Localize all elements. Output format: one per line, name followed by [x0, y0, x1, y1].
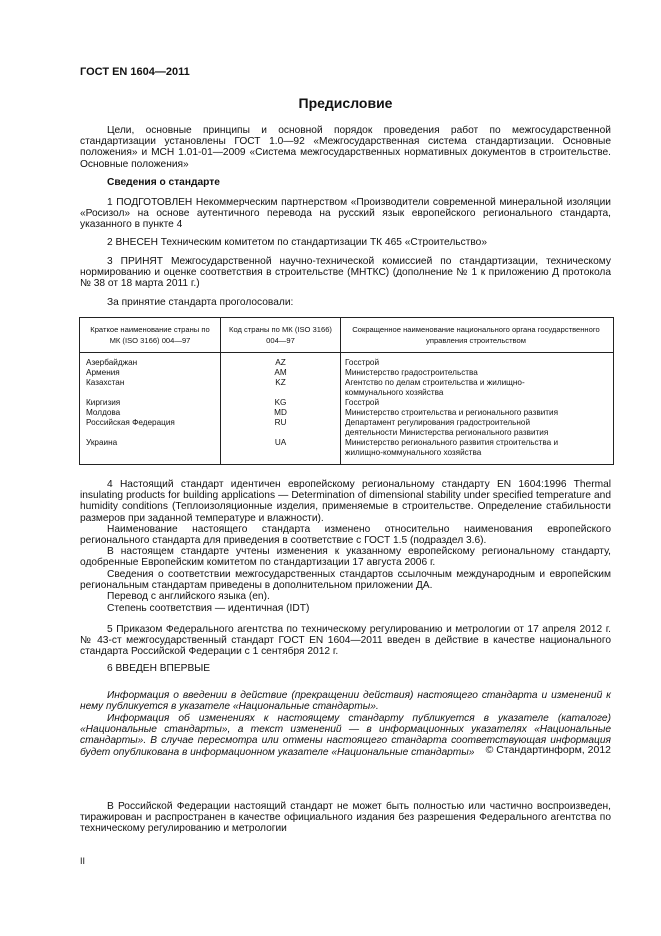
table-cell: Молдова [86, 408, 121, 417]
item-6-paragraph: 6 ВВЕДЕН ВПЕРВЫЕ [107, 663, 211, 674]
info-heading: Сведения о стандарте [107, 177, 220, 188]
country-name-column [80, 353, 220, 464]
table-cell: Министерство градостроительства [345, 368, 478, 377]
table-cell: деятельности Министерства регионального развития [345, 428, 549, 437]
table-cell: KZ [275, 378, 286, 387]
table-cell: коммунального хозяйства [345, 388, 444, 397]
table-cell [80, 388, 220, 398]
table-cell: жилищно-коммунального хозяйства [345, 448, 482, 457]
item-3-paragraph: 3 ПРИНЯТ Межгосударственной научно-технической комиссией по стандартизации, техническому нормированию и оценке соответствия в строительстве (МНТКС) (дополнение № 1 к приложению Д протокола № 38 от 18 марта 2011 г.) [80, 256, 611, 290]
table-cell: UA [274, 438, 287, 447]
table-cell [221, 388, 340, 398]
page-title: Предисловие [298, 95, 393, 111]
table-cell: AZ [275, 358, 286, 367]
item-4-rename-note: Наименование настоящего стандарта изменено относительно наименования европейского регионального стандарта для приведения в соответствие с ГОСТ 1.5 (подраздел 3.6). [80, 524, 611, 547]
table-cell: Департамент регулирования градостроительной [345, 418, 531, 427]
table-cell: Армения [86, 368, 120, 377]
table-cell: RU [274, 418, 287, 427]
item-4-changes-note: В настоящем стандарте учтены изменения к указанному европейскому региональному стандарту, одобренные Европейским комитетом по стандартизации 17 августа 2006 г. [80, 546, 611, 569]
table-header-row [80, 318, 613, 353]
conformity-degree: Степень соответствия — идентичная (IDT) [107, 603, 310, 614]
header-country-name: Краткое наименование страны по МК (ISO 3166) 004—97 [90, 325, 210, 345]
translation-note: Перевод с английского языка (en). [107, 591, 270, 602]
table-cell: Министерство строительства и регионального развития [345, 408, 559, 417]
item-2-paragraph: 2 ВНЕСЕН Техническим комитетом по стандартизации ТК 465 «Строительство» [107, 237, 487, 248]
info-notice-1: Информация о введении в действие (прекращении действия) настоящего стандарта и изменений к нему публикуется в указателе «Национальные стандарты». [80, 690, 611, 713]
doc-code-header: ГОСТ EN 1604—2011 [80, 66, 190, 78]
table-cell: AM [274, 368, 287, 377]
authority-column [340, 353, 611, 464]
voting-table [79, 317, 614, 465]
table-cell: Украина [86, 438, 118, 447]
vote-label: За принятие стандарта проголосовали: [107, 297, 294, 308]
rights-paragraph: В Российской Федерации настоящий стандарт не может быть полностью или частично воспроизведен, тиражирован и распространен в качестве официального издания без разрешения Федерального агентства по техническому регулированию и метрологии [80, 801, 611, 835]
item-4-references-note: Сведения о соответствии межгосударственных стандартов ссылочным международным и европейским региональным стандартам приведены в дополнительном приложении ДА. [80, 569, 611, 592]
country-code-column [220, 353, 340, 464]
table-cell: Госстрой [345, 358, 380, 367]
info-notice-2: Информация об изменениях к настоящему стандарту публикуется в указателе (каталоге) «Национальные стандарты», а текст изменений — в информационных указателях «Национальные стандарты». В случае пересмотра или отмены настоящего стандарта соответствующая информация будет опубликована в информационном указателе «Национальные стандарты» [80, 713, 611, 758]
page-number: II [80, 856, 86, 866]
table-cell: MD [274, 408, 287, 417]
table-cell: Агентство по делам строительства и жилищно- [345, 378, 525, 387]
item-1-paragraph: 1 ПОДГОТОВЛЕН Некоммерческим партнерством «Производители современной минеральной изоляции «Росизол» на основе аутентичного перевода на русский язык европейского регионального стандарта, указанного в пункте 4 [80, 197, 611, 231]
table-cell: KG [274, 398, 287, 407]
header-country-code: Код страны по МК (ISO 3166) 004—97 [220, 318, 340, 352]
table-cell [221, 448, 340, 458]
table-cell: Казахстан [86, 378, 125, 387]
table-cell: Министерство регионального развития строительства и [345, 438, 559, 447]
intro-paragraph: Цели, основные принципы и основной порядок проведения работ по межгосударственной стандартизации установлены ГОСТ 1.0—92 «Межгосударственная система стандартизации. Основные положения» и МСН 1.01-01—2009 «Система межгосударственных нормативных документов в строительстве. Основные положения» [80, 125, 611, 170]
table-cell: Азербайджан [86, 358, 138, 367]
table-cell: Российская Федерация [86, 418, 175, 427]
table-cell [80, 428, 220, 438]
table-cell [221, 428, 340, 438]
table-cell: Киргизия [86, 398, 121, 407]
table-cell [80, 448, 220, 458]
table-body [80, 353, 613, 464]
table-cell: Госстрой [345, 398, 380, 407]
item-4-paragraph: 4 Настоящий стандарт идентичен европейскому региональному стандарту EN 1604:1996 Thermal insulating products for building applications — Determination of dimensional stability under specified temperature and humidity conditions (Теплоизоляционные изделия, применяемые в строительстве. Определение стабильности размеров при заданной температуре и влажности). [80, 479, 611, 524]
copyright-notice: © Стандартинформ, 2012 [485, 744, 611, 756]
header-authority: Сокращенное наименование национального органа государственного управления строительством [340, 318, 611, 352]
item-5-paragraph: 5 Приказом Федерального агентства по техническому регулированию и метрологии от 17 апреля 2012 г. № 43-ст межгосударственный стандарт ГОСТ EN 1604—2011 введен в действие в качестве национального стандарта Российской Федерации с 1 сентября 2012 г. [80, 624, 611, 658]
